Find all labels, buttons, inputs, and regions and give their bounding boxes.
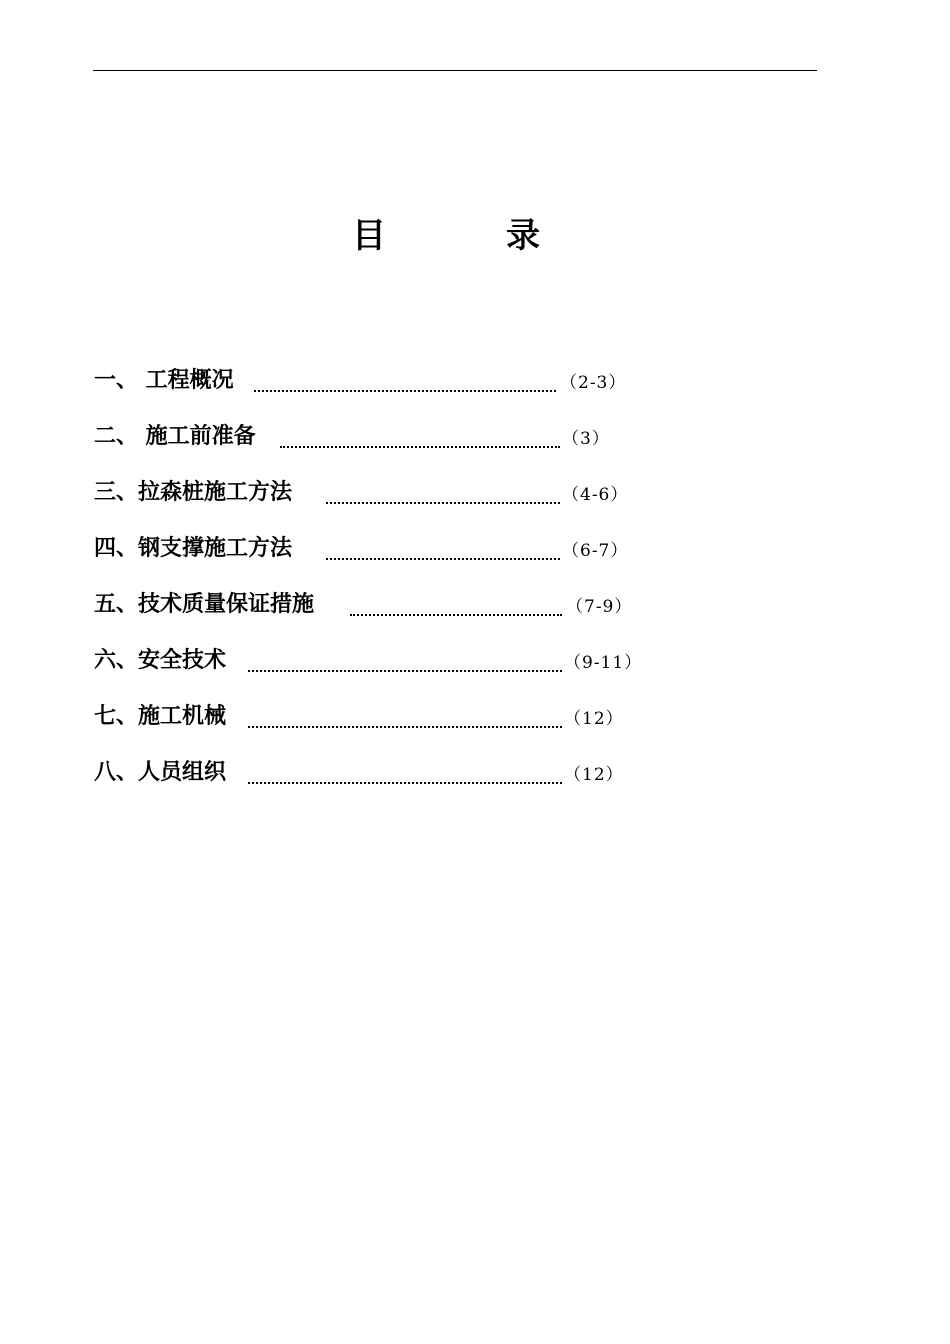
toc-leader-dots (254, 390, 556, 392)
toc-entry-page: （2-3） (560, 373, 627, 393)
toc-entry-label: 六、安全技术 (94, 648, 227, 673)
toc-entry-page: （3） (562, 429, 610, 449)
toc-entry-page: （6-7） (562, 541, 629, 561)
toc-entry-label: 五、技术质量保证措施 (94, 592, 315, 617)
toc-entry-label: 三、拉森桩施工方法 (94, 480, 293, 505)
toc-entry-label: 七、施工机械 (94, 704, 227, 729)
toc-entry-label: 四、钢支撑施工方法 (94, 536, 293, 561)
toc-leader-dots (248, 670, 562, 672)
toc-leader-dots (248, 782, 562, 784)
toc-title-char-1: 目 (352, 216, 386, 256)
toc-entry-label: 一、 工程概况 (94, 368, 234, 393)
toc-leader-dots (248, 726, 562, 728)
toc-entry-page: （12） (564, 765, 624, 785)
toc-entry-page: （4-6） (562, 485, 629, 505)
toc-leader-dots (326, 502, 560, 504)
toc-entry-page: （12） (564, 709, 624, 729)
toc-leader-dots (280, 446, 560, 448)
toc-entry-page: （7-9） (566, 597, 633, 617)
toc-entry-label: 二、 施工前准备 (94, 424, 256, 449)
toc-leader-dots (326, 558, 560, 560)
toc-title-char-2: 录 (506, 216, 540, 256)
toc-entry-page: （9-11） (564, 653, 643, 673)
toc-leader-dots (350, 614, 562, 616)
toc-entry-label: 八、人员组织 (94, 760, 227, 785)
